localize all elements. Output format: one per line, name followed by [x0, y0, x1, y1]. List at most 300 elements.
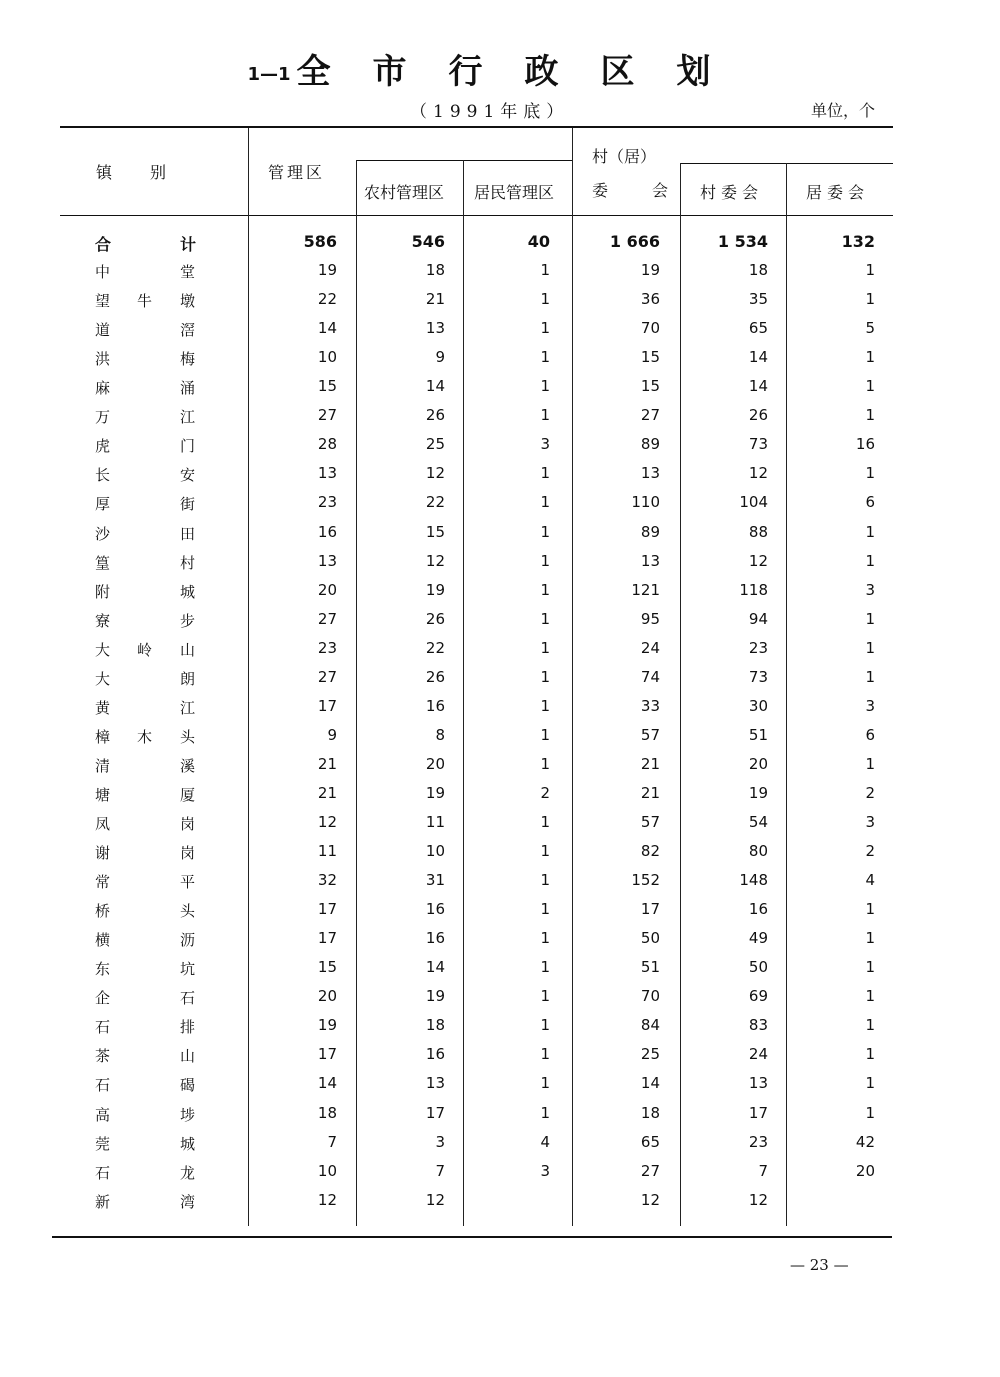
town-name-char: 清: [95, 757, 111, 775]
village-cell: 12: [748, 552, 768, 570]
mgmt-cell: 10: [317, 348, 337, 366]
table-row: [0, 1133, 1000, 1162]
table-row: [0, 639, 1000, 668]
resident-cell: 1: [865, 1104, 875, 1122]
resident-cell: 1: [865, 348, 875, 366]
mgmt-cell: 18: [317, 1104, 337, 1122]
resident-cell: 1: [865, 261, 875, 279]
town-name-char: 平: [180, 873, 196, 891]
committee-cell: 74: [640, 668, 660, 686]
rural-mgmt-cell: 12: [425, 464, 445, 482]
town-name-char: 虎: [95, 437, 111, 455]
table-row: [0, 1191, 1000, 1220]
header-village: 村委会: [700, 183, 764, 202]
mgmt-cell: 23: [317, 639, 337, 657]
town-name-char: 石: [95, 1018, 111, 1036]
mgmt-cell: 27: [317, 610, 337, 628]
committee-cell: 82: [640, 842, 660, 860]
table-row: [0, 1104, 1000, 1133]
resident-cell: 3: [865, 697, 875, 715]
town-name-char: 安: [180, 466, 196, 484]
resident-cell: 3: [865, 813, 875, 831]
resident-mgmt-cell: 1: [540, 1074, 550, 1092]
mgmt-cell: 12: [317, 1191, 337, 1209]
committee-cell: 95: [640, 610, 660, 628]
town-name-char: 城: [180, 1135, 196, 1153]
resident-mgmt-cell: 4: [540, 1133, 550, 1151]
town-name-char: 街: [180, 495, 196, 513]
resident-mgmt-cell: 1: [540, 929, 550, 947]
village-cell: 16: [748, 900, 768, 918]
town-name-char: 篁: [95, 554, 111, 572]
resident-mgmt-cell: 1: [540, 958, 550, 976]
mgmt-cell: 17: [317, 929, 337, 947]
town-name-char: 埗: [180, 1106, 196, 1124]
top-rule: [60, 126, 893, 128]
village-cell: 12: [748, 1191, 768, 1209]
town-name-char: 墩: [180, 292, 196, 310]
resident-cell: 3: [865, 581, 875, 599]
rural-mgmt-cell: 13: [425, 319, 445, 337]
table-row: [0, 1074, 1000, 1103]
mgmt-cell: 16: [317, 523, 337, 541]
table-row: [0, 464, 1000, 493]
town-name-char: 厦: [180, 786, 196, 804]
mgmt-cell: 20: [317, 987, 337, 1005]
village-cell: 88: [748, 523, 768, 541]
resident-mgmt-cell: 1: [540, 261, 550, 279]
town-name-char: 石: [95, 1164, 111, 1182]
resident-cell: 6: [865, 493, 875, 511]
rural-mgmt-cell: 17: [425, 1104, 445, 1122]
town-name-char: 附: [95, 583, 111, 601]
village-cell: 24: [748, 1045, 768, 1063]
resident-mgmt-cell: 1: [540, 871, 550, 889]
header-resident-mgmt: 居民管理区: [474, 183, 555, 202]
resident-cell: 1: [865, 610, 875, 628]
table-row: [0, 435, 1000, 464]
committee-cell: 152: [631, 871, 660, 889]
town-name-char: 长: [95, 466, 111, 484]
resident-cell: 16: [855, 435, 875, 453]
village-cell: 1 534: [717, 232, 768, 251]
town-name-char: 门: [180, 437, 196, 455]
header-committee-bottom: 委 会: [592, 181, 673, 200]
village-cell: 49: [748, 929, 768, 947]
table-row: [0, 697, 1000, 726]
village-cell: 50: [748, 958, 768, 976]
resident-cell: 1: [865, 552, 875, 570]
table-row: [0, 377, 1000, 406]
town-name-char: 山: [180, 641, 196, 659]
resident-mgmt-cell: 1: [540, 639, 550, 657]
town-name-char: 凤: [95, 815, 111, 833]
resident-cell: 1: [865, 1045, 875, 1063]
town-name-char: 大: [95, 670, 111, 688]
town-name-char: 寮: [95, 612, 111, 630]
village-cell: 23: [748, 1133, 768, 1151]
resident-mgmt-cell: 1: [540, 464, 550, 482]
rural-mgmt-cell: 21: [425, 290, 445, 308]
resident-mgmt-cell: 1: [540, 552, 550, 570]
committee-cell: 25: [640, 1045, 660, 1063]
resident-cell: 1: [865, 639, 875, 657]
rural-mgmt-cell: 16: [425, 1045, 445, 1063]
mgmt-cell: 15: [317, 958, 337, 976]
town-name-char: 涌: [180, 379, 196, 397]
committee-cell: 89: [640, 435, 660, 453]
town-name-char: 江: [180, 699, 196, 717]
town-name-char: 茶: [95, 1047, 111, 1065]
resident-cell: 2: [865, 784, 875, 802]
town-name-char: 计: [180, 235, 197, 254]
mgmt-cell: 28: [317, 435, 337, 453]
town-name-char: 村: [180, 554, 196, 572]
village-cell: 18: [748, 261, 768, 279]
resident-mgmt-cell: 1: [540, 726, 550, 744]
village-cell: 80: [748, 842, 768, 860]
village-cell: 7: [758, 1162, 768, 1180]
committee-cell: 27: [640, 406, 660, 424]
resident-mgmt-cell: 1: [540, 581, 550, 599]
town-name-char: 洪: [95, 350, 111, 368]
mgmt-cell: 27: [317, 406, 337, 424]
town-name-char: 梅: [180, 350, 196, 368]
town-name-char: 头: [180, 728, 196, 746]
resident-cell: 4: [865, 871, 875, 889]
town-name-char: 山: [180, 1047, 196, 1065]
village-cell: 17: [748, 1104, 768, 1122]
resident-cell: 1: [865, 900, 875, 918]
village-cell: 20: [748, 755, 768, 773]
village-cell: 13: [748, 1074, 768, 1092]
committee-cell: 36: [640, 290, 660, 308]
village-cell: 73: [748, 668, 768, 686]
resident-mgmt-cell: 1: [540, 697, 550, 715]
town-name-char: 樟: [95, 728, 111, 746]
mgmt-cell: 19: [317, 261, 337, 279]
committee-cell: 70: [640, 987, 660, 1005]
mgmt-cell: 20: [317, 581, 337, 599]
header-resident: 居委会: [806, 183, 870, 202]
rural-mgmt-cell: 7: [435, 1162, 445, 1180]
town-name-char: 江: [180, 408, 196, 426]
table-title: 全市行政区划: [296, 52, 753, 92]
resident-cell: 20: [855, 1162, 875, 1180]
resident-cell: 1: [865, 290, 875, 308]
committee-cell: 17: [640, 900, 660, 918]
mgmt-cell: 32: [317, 871, 337, 889]
committee-cell: 13: [640, 464, 660, 482]
committee-cell: 15: [640, 348, 660, 366]
committee-cell: 19: [640, 261, 660, 279]
rural-mgmt-cell: 25: [425, 435, 445, 453]
town-name-char: 望: [95, 292, 111, 310]
table-row: [0, 319, 1000, 348]
rural-mgmt-cell: 18: [425, 261, 445, 279]
table-row: [0, 493, 1000, 522]
town-name-char: 岗: [180, 844, 196, 862]
village-cell: 12: [748, 464, 768, 482]
town-name-char: 道: [95, 321, 111, 339]
town-name-char: 朗: [180, 670, 196, 688]
committee-cell: 70: [640, 319, 660, 337]
mgmt-cell: 10: [317, 1162, 337, 1180]
table-row: [0, 523, 1000, 552]
table-row: [0, 1162, 1000, 1191]
mgmt-cell: 21: [317, 755, 337, 773]
header-rural-mgmt: 农村管理区: [364, 183, 445, 202]
table-row: [0, 842, 1000, 871]
resident-cell: 6: [865, 726, 875, 744]
rural-mgmt-cell: 10: [425, 842, 445, 860]
resident-cell: 1: [865, 406, 875, 424]
committee-cell: 21: [640, 784, 660, 802]
table-row: [0, 406, 1000, 435]
village-cell: 26: [748, 406, 768, 424]
village-cell: 94: [748, 610, 768, 628]
table-row: [0, 813, 1000, 842]
resident-cell: 1: [865, 929, 875, 947]
village-cell: 51: [748, 726, 768, 744]
resident-mgmt-cell: 1: [540, 1104, 550, 1122]
resident-cell: 2: [865, 842, 875, 860]
resident-mgmt-cell: 3: [540, 435, 550, 453]
village-cell: 19: [748, 784, 768, 802]
town-name-char: 步: [180, 612, 196, 630]
village-cell: 30: [748, 697, 768, 715]
resident-cell: 1: [865, 755, 875, 773]
resident-cell: 1: [865, 377, 875, 395]
town-name-char: 沙: [95, 525, 111, 543]
header-bottom-rule: [60, 215, 893, 216]
header-mgmt: 管理区: [268, 163, 326, 182]
rural-mgmt-cell: 15: [425, 523, 445, 541]
town-name-char: 头: [180, 902, 196, 920]
mgmt-cell: 17: [317, 1045, 337, 1063]
village-cell: 73: [748, 435, 768, 453]
table-subtitle: （1991年底）: [410, 102, 570, 122]
resident-mgmt-cell: 1: [540, 319, 550, 337]
mgmt-cell: 14: [317, 1074, 337, 1092]
village-cell: 83: [748, 1016, 768, 1034]
resident-mgmt-cell: 1: [540, 610, 550, 628]
resident-cell: 1: [865, 958, 875, 976]
committee-cell: 13: [640, 552, 660, 570]
committee-cell: 14: [640, 1074, 660, 1092]
rural-mgmt-cell: 16: [425, 929, 445, 947]
mgmt-cell: 27: [317, 668, 337, 686]
town-name-char: 企: [95, 989, 111, 1007]
mgmt-cell: 14: [317, 319, 337, 337]
resident-cell: 1: [865, 668, 875, 686]
page-number: — 23 —: [790, 1256, 849, 1274]
rural-mgmt-cell: 9: [435, 348, 445, 366]
table-row: [0, 668, 1000, 697]
table-row: [0, 784, 1000, 813]
resident-mgmt-cell: 1: [540, 493, 550, 511]
resident-mgmt-cell: 3: [540, 1162, 550, 1180]
town-name-char: 岗: [180, 815, 196, 833]
table-row: [0, 1045, 1000, 1074]
mgmt-cell: 21: [317, 784, 337, 802]
town-name-char: 滘: [180, 321, 196, 339]
village-cell: 14: [748, 348, 768, 366]
town-name-char: 城: [180, 583, 196, 601]
town-name-char: 厚: [95, 495, 111, 513]
mgmt-cell: 12: [317, 813, 337, 831]
town-name-char: 田: [180, 525, 196, 543]
resident-mgmt-cell: 1: [540, 377, 550, 395]
committee-cell: 33: [640, 697, 660, 715]
rural-mgmt-cell: 26: [425, 610, 445, 628]
table-row: [0, 1016, 1000, 1045]
rural-mgmt-cell: 19: [425, 581, 445, 599]
town-name-char: 高: [95, 1106, 111, 1124]
table-row: [0, 958, 1000, 987]
table-row: [0, 987, 1000, 1016]
rural-mgmt-cell: 16: [425, 697, 445, 715]
town-name-char: 排: [180, 1018, 196, 1036]
resident-mgmt-cell: 1: [540, 987, 550, 1005]
rural-mgmt-cell: 14: [425, 958, 445, 976]
table-row: [0, 900, 1000, 929]
mgmt-cell: 17: [317, 900, 337, 918]
town-name-char: 坑: [180, 960, 196, 978]
unit-label: 单位，个: [810, 101, 875, 120]
mgmt-cell: 22: [317, 290, 337, 308]
rural-mgmt-cell: 20: [425, 755, 445, 773]
mgmt-cell: 13: [317, 464, 337, 482]
resident-cell: 1: [865, 523, 875, 541]
rural-mgmt-cell: 12: [425, 1191, 445, 1209]
table-row: [0, 871, 1000, 900]
committee-cell: 84: [640, 1016, 660, 1034]
mgmt-cell: 7: [327, 1133, 337, 1151]
rural-mgmt-cell: 3: [435, 1133, 445, 1151]
town-name-char: 碣: [180, 1076, 196, 1094]
rural-mgmt-cell: 12: [425, 552, 445, 570]
resident-mgmt-cell: 1: [540, 755, 550, 773]
committee-cell: 18: [640, 1104, 660, 1122]
header-town: 镇 别: [96, 163, 169, 182]
committee-cell: 15: [640, 377, 660, 395]
mgmt-cell: 9: [327, 726, 337, 744]
rural-mgmt-cell: 26: [425, 668, 445, 686]
committee-cell: 51: [640, 958, 660, 976]
rural-mgmt-cell: 16: [425, 900, 445, 918]
town-name-char: 麻: [95, 379, 111, 397]
town-name-char: 莞: [95, 1135, 111, 1153]
town-name-char: 岭: [137, 641, 153, 659]
village-cell: 118: [739, 581, 768, 599]
rural-mgmt-cell: 8: [435, 726, 445, 744]
resident-mgmt-cell: 1: [540, 290, 550, 308]
committee-cell: 21: [640, 755, 660, 773]
mgmt-cell: 23: [317, 493, 337, 511]
resident-cell: 1: [865, 464, 875, 482]
resident-mgmt-cell: 1: [540, 406, 550, 424]
resident-mgmt-cell: 1: [540, 523, 550, 541]
resident-mgmt-cell: 2: [540, 784, 550, 802]
table-row: [0, 290, 1000, 319]
bottom-rule: [52, 1236, 892, 1238]
committee-cell: 1 666: [609, 232, 660, 251]
town-name-char: 沥: [180, 931, 196, 949]
town-name-char: 石: [95, 1076, 111, 1094]
resident-cell: 1: [865, 1074, 875, 1092]
village-cell: 54: [748, 813, 768, 831]
village-cell: 14: [748, 377, 768, 395]
town-name-char: 合: [95, 235, 112, 254]
town-name-char: 湾: [180, 1193, 196, 1211]
village-cell: 148: [739, 871, 768, 889]
table-row: [0, 261, 1000, 290]
mgmt-cell: 13: [317, 552, 337, 570]
village-cell: 104: [739, 493, 768, 511]
town-name-char: 牛: [137, 292, 153, 310]
town-name-char: 石: [180, 989, 196, 1007]
rural-mgmt-cell: 31: [425, 871, 445, 889]
rural-mgmt-cell: 19: [425, 784, 445, 802]
resident-mgmt-cell: 1: [540, 668, 550, 686]
town-name-char: 新: [95, 1193, 111, 1211]
town-name-char: 大: [95, 641, 111, 659]
rural-mgmt-cell: 11: [425, 813, 445, 831]
village-cell: 65: [748, 319, 768, 337]
committee-cell: 57: [640, 813, 660, 831]
table-row: [0, 610, 1000, 639]
group-rule-mgmt: [356, 160, 572, 161]
village-cell: 35: [748, 290, 768, 308]
town-name-char: 塘: [95, 786, 111, 804]
resident-cell: 132: [841, 232, 875, 251]
town-name-char: 谢: [95, 844, 111, 862]
mgmt-cell: 17: [317, 697, 337, 715]
town-name-char: 堂: [180, 263, 196, 281]
table-row: [0, 552, 1000, 581]
town-name-char: 桥: [95, 902, 111, 920]
resident-mgmt-cell: 1: [540, 1016, 550, 1034]
committee-cell: 89: [640, 523, 660, 541]
rural-mgmt-cell: 18: [425, 1016, 445, 1034]
rural-mgmt-cell: 19: [425, 987, 445, 1005]
town-name-char: 中: [95, 263, 111, 281]
table-number: 1—1: [247, 63, 291, 85]
town-name-char: 东: [95, 960, 111, 978]
resident-mgmt-cell: 1: [540, 348, 550, 366]
resident-cell: 42: [855, 1133, 875, 1151]
resident-cell: 5: [865, 319, 875, 337]
town-name-char: 横: [95, 931, 111, 949]
table-row: [0, 929, 1000, 958]
town-name-char: 万: [95, 408, 111, 426]
committee-cell: 50: [640, 929, 660, 947]
mgmt-cell: 15: [317, 377, 337, 395]
committee-cell: 57: [640, 726, 660, 744]
town-name-char: 黄: [95, 699, 111, 717]
resident-mgmt-cell: 1: [540, 1045, 550, 1063]
resident-cell: 1: [865, 987, 875, 1005]
mgmt-cell: 586: [303, 232, 337, 251]
rural-mgmt-cell: 13: [425, 1074, 445, 1092]
rural-mgmt-cell: 14: [425, 377, 445, 395]
town-name-char: 龙: [180, 1164, 196, 1182]
resident-cell: 1: [865, 1016, 875, 1034]
table-row: [0, 726, 1000, 755]
table-row: [0, 755, 1000, 784]
committee-cell: 65: [640, 1133, 660, 1151]
